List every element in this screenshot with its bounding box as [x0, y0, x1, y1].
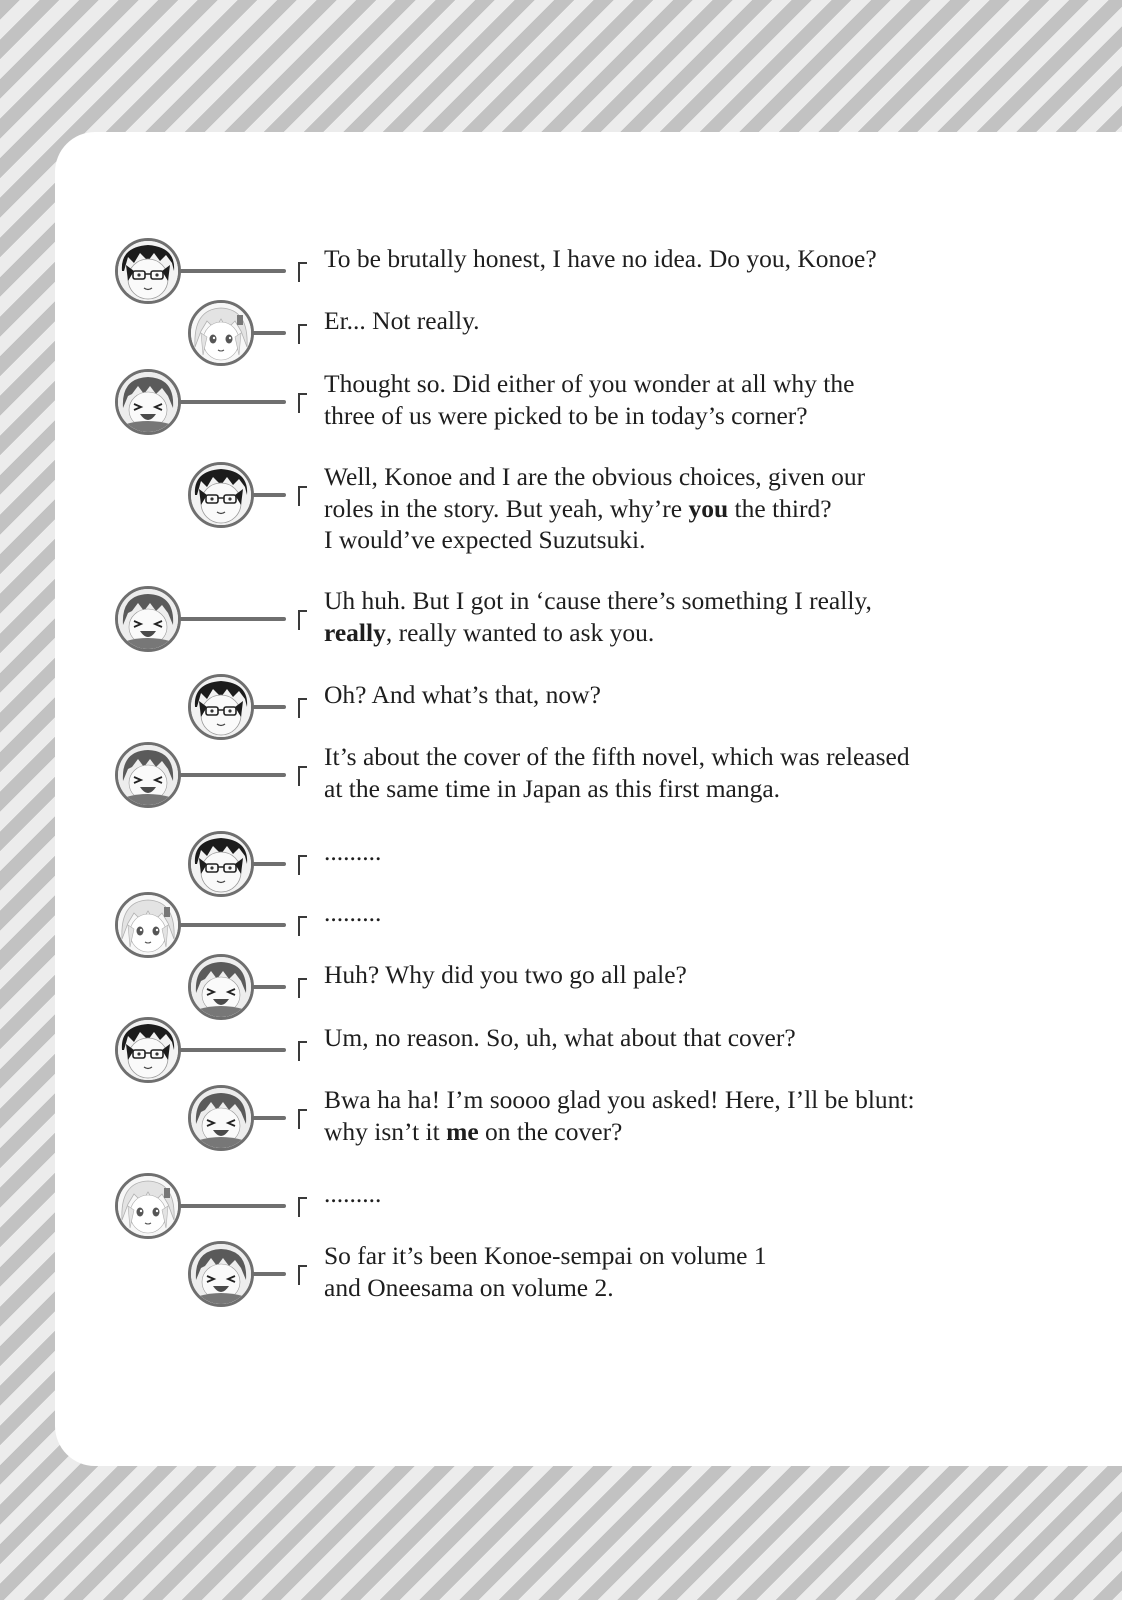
laughing-girl-avatar-icon [188, 1085, 254, 1151]
dialogue-text [324, 836, 1004, 868]
dialogue-text-line: Um, no reason. So, uh, what about that cover? [324, 1023, 796, 1052]
speaker-connector-line [179, 1204, 286, 1208]
laughing-girl-avatar-icon [188, 954, 254, 1020]
dialogue-text-line: three of us were picked to be in today’s corner? [324, 400, 808, 430]
dialogue-text [324, 959, 1004, 991]
dialogue-text-line: and Oneesama on volume 2. [324, 1272, 614, 1302]
dialogue-text [324, 305, 1004, 337]
speaker-connector-line [179, 617, 286, 621]
dialogue-text-line: Uh huh. But I got in ‘cause there’s something I really, [324, 586, 872, 615]
speaker-connector-line [252, 1116, 286, 1120]
dialogue-text-line: Huh? Why did you two go all pale? [324, 960, 687, 989]
dialogue-text [324, 679, 1004, 711]
dialogue-text-line: Well, Konoe and I are the obvious choices, given our [324, 462, 866, 491]
dialogue-text-line: Bwa ha ha! I’m soooo glad you asked! Here, I’ll be blunt: [324, 1085, 915, 1114]
dialogue-text [324, 897, 1004, 929]
dialogue-text-line: I would’ve expected Suzutsuki. [324, 525, 646, 554]
glasses-boy-avatar-icon [188, 462, 254, 528]
dialogue-text-line: Er... Not really. [324, 306, 480, 335]
dialogue-text-line: ......... [324, 898, 382, 927]
dialogue-text-line: ......... [324, 837, 382, 866]
dialogue-text [324, 368, 1004, 431]
dialogue-text-line: ......... [324, 1179, 382, 1208]
dialogue-text [324, 1178, 1004, 1210]
blonde-girl-avatar-icon [115, 892, 181, 958]
dialogue-text-line: roles in the story. But yeah, why’re you the third? [324, 493, 832, 523]
quote-bracket-icon [298, 916, 307, 936]
quote-bracket-icon [298, 262, 307, 282]
dialogue-text [324, 585, 1004, 648]
quote-bracket-icon [298, 610, 307, 630]
quote-bracket-icon [298, 1265, 307, 1285]
blonde-girl-avatar-icon [188, 300, 254, 366]
glasses-boy-avatar-icon [188, 831, 254, 897]
laughing-girl-avatar-icon [115, 742, 181, 808]
dialogue-text [324, 1240, 1004, 1303]
quote-bracket-icon [298, 486, 307, 506]
dialogue-text [324, 1084, 1004, 1147]
dialogue-text-line: at the same time in Japan as this first manga. [324, 773, 781, 803]
quote-bracket-icon [298, 324, 307, 344]
glasses-boy-avatar-icon [188, 674, 254, 740]
quote-bracket-icon [298, 393, 307, 413]
dialogue-text [324, 243, 1004, 275]
quote-bracket-icon [298, 698, 307, 718]
dialogue-text [324, 741, 1004, 804]
laughing-girl-avatar-icon [115, 586, 181, 652]
speaker-connector-line [179, 1048, 286, 1052]
quote-bracket-icon [298, 766, 307, 786]
speaker-connector-line [252, 331, 286, 335]
quote-bracket-icon [298, 1041, 307, 1061]
dialogue-text [324, 461, 1004, 556]
quote-bracket-icon [298, 978, 307, 998]
quote-bracket-icon [298, 855, 307, 875]
glasses-boy-avatar-icon [115, 1017, 181, 1083]
dialogue-text-line: Thought so. Did either of you wonder at all why the [324, 369, 855, 398]
dialogue-text-line: To be brutally honest, I have no idea. Do you, Konoe? [324, 244, 877, 273]
dialogue-text-line: Oh? And what’s that, now? [324, 680, 601, 709]
speaker-connector-line [252, 705, 286, 709]
speaker-connector-line [252, 1272, 286, 1276]
speaker-connector-line [252, 862, 286, 866]
dialogue-text [324, 1022, 1004, 1054]
dialogue-text-line: really, really wanted to ask you. [324, 617, 655, 647]
dialogue-text-line: It’s about the cover of the fifth novel, which was released [324, 742, 910, 771]
speaker-connector-line [179, 269, 286, 273]
laughing-girl-avatar-icon [188, 1241, 254, 1307]
dialogue-text-line: why isn’t it me on the cover? [324, 1116, 623, 1146]
speaker-connector-line [252, 493, 286, 497]
speaker-connector-line [179, 923, 286, 927]
speaker-connector-line [179, 400, 286, 404]
speaker-connector-line [252, 985, 286, 989]
speaker-connector-line [179, 773, 286, 777]
dialogue-text-line: So far it’s been Konoe-sempai on volume 1 [324, 1241, 767, 1270]
laughing-girl-avatar-icon [115, 369, 181, 435]
blonde-girl-avatar-icon [115, 1173, 181, 1239]
glasses-boy-avatar-icon [115, 238, 181, 304]
quote-bracket-icon [298, 1197, 307, 1217]
quote-bracket-icon [298, 1109, 307, 1129]
